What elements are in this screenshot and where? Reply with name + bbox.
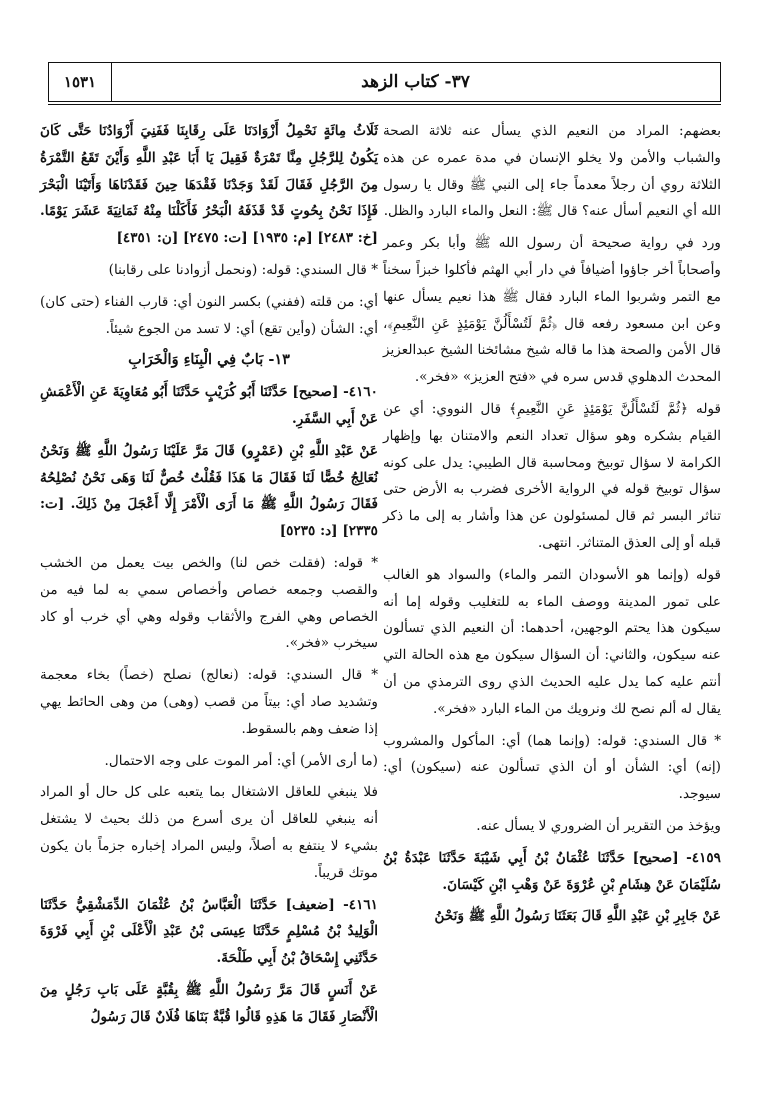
section-heading: ١٣- بَابٌ فِي الْبِنَاءِ وَالْخَرَابِ (128, 351, 290, 369)
paragraph: قوله ﴿ثُمَّ لَتُسْأَلُنَّ يَوْمَئِذٍ عَنِ النَّعِيمِ﴾ قال النووي: أي عن القيام بشكره وهو سؤال تعداد النعم والامتنان بها وإظهار الكرامة لا سؤال توبيخ ومحاسبة قال الطيبي: يدل على كونه سؤال توبيخ قوله في الرواية الأخرى فضرب به الأرض حتى تناثر البسر ثم قال لمسئولون عن هذا وأشار به إلى ما ذكر قبله أو إلى العذق المتناثر. انتهى. (383, 400, 721, 551)
hadith-text: ثَلَاثُ مِائَةٍ نَحْمِلُ أَزْوَادَنَا عَلَى رِقَابِنَا فَفَنِيَ أَزْوَادُنَا حَتَّى كَانَ يَكُونُ لِلرَّجُلِ مِنَّا تَمْرَةٌ فَقِيلَ يَا أَبَا عَبْدِ اللَّهِ وَأَيْنَ تَقَعُ التَّمْرَةُ مِنَ الرَّجُلِ فَقَالَ لَقَدْ وَجَدْنَا فَقْدَهَا حِينَ فَقَدْنَاهَا وَأَتَيْنَا الْبَحْرَ فَإِذَا نَحْنُ بِحُوتٍ قَدْ قَذَفَهُ الْبَحْرُ فَأَكَلْنَا مِنْهُ ثَمَانِيَةَ عَشَرَ يَوْمًا. [خ: ٢٤٨٣] [م: ١٩٣٥] [ت: ٢٤٧٥] [ن: ٤٣٥١] (40, 123, 378, 247)
right-column (383, 118, 721, 935)
paragraph: أي: من قلته (ففني) بكسر النون أي: قارب الفناء (حتى كان) أي: الشأن (وأين تقع) أي: لا تسد من الجوع شيئاً. (40, 293, 378, 337)
paragraph: * قال السندي: قوله: (ونحمل أزوادنا على رقابنا) (108, 261, 378, 278)
hadith-text: عَنْ عَبْدِ اللَّهِ بْنِ (عَمْرٍو) قَالَ مَرَّ عَلَيْنَا رَسُولُ اللَّهِ ﷺ وَنَحْنُ نُعَالِجُ خُصًّا لَنَا فَقَالَ مَا هَذَا فَقُلْتُ خُصٌّ لَنَا وَهَى نَحْنُ نُصْلِحُهُ فَقَالَ رَسُولُ اللَّهِ ﷺ مَا أَرَى الْأَمْرَ إِلَّا أَعْجَلَ مِنْ ذَلِكَ. [ت: ٢٣٣٥] [د: ٥٢٣٥] (40, 442, 378, 540)
hadith-text: عَنْ أَنَسٍ قَالَ مَرَّ رَسُولُ اللَّهِ ﷺ بِقُبَّةٍ عَلَى بَابِ رَجُلٍ مِنَ الْأَنْصَارِ فَقَالَ مَا هَذِهِ قَالُوا قُبَّةٌ بَنَاهَا فُلَانٌ قَالَ رَسُولُ (40, 981, 378, 1025)
header-rule (48, 104, 721, 105)
hadith-text: ٤١٦٠- [صحيح] حَدَّثَنَا أَبُو كُرَيْبٍ حَدَّثَنَا أَبُو مُعَاوِيَةَ عَنِ الْأَعْمَشِ عَنْ أَبِي السَّفَرِ. (40, 384, 378, 427)
paragraph: * قوله: (فقلت خص لنا) والخص بيت يعمل من الخشب والقصب وجمعه خصاص وأخصاص سمي به لما فيه من الخصاص وهي الفرج والأثقاب وقوله وهي أي خرب أو كاد سيخرب «فخر». (40, 554, 378, 652)
paragraph: فلا ينبغي للعاقل الاشتغال بما يتعبه على كل حال أو المراد أنه ينبغي للعاقل أن يرى أسرع من ذلك بحيث لا يشتغل بشيء لا ينتفع به أصلاً، وليس المراد إخباره جزماً بان يكون موتك قريباً. (40, 784, 378, 881)
chapter-title: ٣٧- كتاب الزهد (361, 72, 470, 92)
page-header (48, 62, 721, 102)
paragraph: (ما أرى الأمر) أي: أمر الموت على وجه الاحتمال. (104, 752, 378, 769)
paragraph: بعضهم: المراد من النعيم الذي يسأل عنه ثلاثة الصحة والشباب والأمن ولا يخلو الإنسان في مدة عمره عن هذه الثلاثة روي أن رجلاً معدماً جاء إلى النبي ﷺ وقال يا رسول الله أي النعيم أسأل عنه؟ قال ﷺ: النعل والماء البارد والظل. (383, 123, 721, 220)
hadith-text: ٤١٦١- [ضعيف] حَدَّثَنَا الْعَبَّاسُ بْنُ عُثْمَانَ الدِّمَشْقِيُّ حَدَّثَنَا الْوَلِيدُ بْنُ مُسْلِمٍ حَدَّثَنَا عِيسَى بْنُ عَبْدِ الْأَعْلَى بْنِ أَبِي فَرْوَةَ حَدَّثَنِي إِسْحَاقُ بْنُ أَبِي طَلْحَةَ. (40, 896, 378, 967)
paragraph: قوله (وإنما هو الأسودان التمر والماء) والسواد هو الغالب على تمور المدينة ووصف الماء به للتغليب وقوله إما أنه سيكون هذا يحتم الوجهين، أحدهما: أن النعيم الذي تسألون عنه سيكون، والثاني: أن السؤال سيكون مع هذه الحالة التي أنتم عليه كما يدل عليه الحديث الذي روى الترمذي من أن يقال له ألم نصح لك ونرويك من الماء البارد «فخر». (383, 566, 721, 717)
left-column (40, 118, 378, 1036)
hadith-text: عَنْ جَابِرِ بْنِ عَبْدِ اللَّهِ قَالَ بَعَثَنَا رَسُولُ اللَّهِ ﷺ وَنَحْنُ (434, 908, 721, 925)
paragraph: ورد في رواية صحيحة أن رسول الله ﷺ وأبا بكر وعمر وأصحاباً أخر جاؤوا أضيافاً في دار أبي الهثم فأكلوا خبزاً سخناً مع التمر وشربوا الماء البارد فقال ﷺ هذا نعيم يسأل عنها وعن ابن مسعود رفعه قال ﴿ثُمَّ لَتُسْأَلُنَّ يَوْمَئِذٍ عَنِ النَّعِيمِ﴾، قال الأمن والصحة هذا ما قاله شيخ مشائخنا الشيخ عبدالعزيز المحدث الدهلوي قدس سره في «فتح العزيز» «فخر». (383, 235, 721, 386)
paragraph: * قال السندي: قوله: (نعالج) نصلح (خصاً) بخاء معجمة وتشديد صاد أي: بيتاً من قصب (وهى) من وهى الحائط يهي إذا ضعف وهم بالسقوط. (40, 667, 378, 737)
paragraph: ويؤخذ من التقرير أن الضروري لا يسأل عنه. (476, 817, 721, 834)
paragraph: * قال السندي: قوله: (وإنما هما) أي: المأكول والمشروب (إنه) أي: الشأن أو أن الذي تسألون عنه (سيكون) أي: سيوجد. (383, 732, 721, 803)
page-number: ١٥٣١ (63, 73, 97, 91)
hadith-text: ٤١٥٩- [صحيح] حَدَّثَنَا عُثْمَانُ بْنُ أَبِي شَيْبَةَ حَدَّثَنَا عَبْدَةُ بْنُ سُلَيْمَانَ عَنْ هِشَامِ بْنِ عُرْوَةَ عَنْ وَهْبِ ابْنِ كَيْسَانَ. (383, 849, 721, 893)
